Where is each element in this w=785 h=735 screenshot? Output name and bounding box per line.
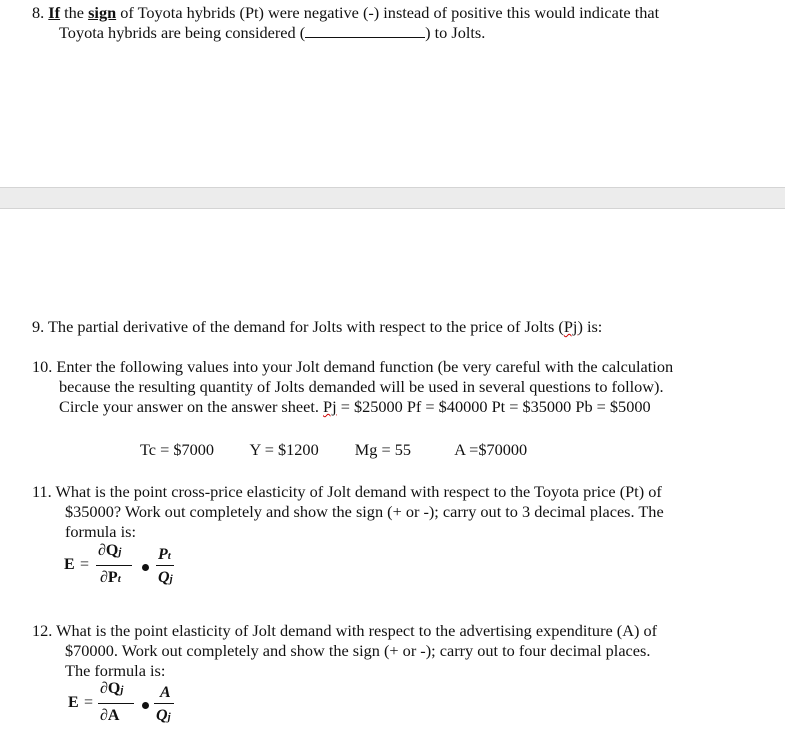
formula-denominator-q: Qj: [158, 569, 173, 586]
question-8-line-2: Toyota hybrids are being considered ( ) to Jolts.: [59, 23, 486, 42]
value-a: A =$70000: [454, 440, 528, 459]
fraction-bar: [154, 703, 174, 704]
answer-blank[interactable]: [305, 23, 425, 38]
question-8-if: If: [48, 3, 61, 22]
question-9-pj: Pj: [563, 317, 578, 336]
fraction-bar: [156, 565, 174, 566]
question-10-values: [140, 440, 559, 460]
formula-numerator-dq: ∂Qj: [98, 542, 122, 559]
formula-denominator-da: ∂A: [100, 707, 120, 724]
question-10: 10. Enter the following values into your Jolt demand function (be very careful with the calculation because the resulting quantity of Jolts demanded will be used in several questions to follow). Circle your answer on the answer sheet. Pj = $25000 Pf = $40000 Pt = $35000 Pb = $5000: [32, 357, 674, 416]
value-tc: Tc = $7000: [140, 440, 215, 459]
multiply-dot: [142, 702, 149, 709]
question-8-sign: sign: [88, 3, 117, 22]
question-11: 11. What is the point cross-price elasticity of Jolt demand with respect to the Toyota price (Pt) of $35000? Work out completely and show the sign (+ or -); carry out to 3 decimal places. The formula is:: [32, 482, 664, 541]
question-8-line-1: 8. If the sign of Toyota hybrids (Pt) were negative (-) instead of positive this would indicate that: [32, 3, 660, 22]
section-divider: [0, 187, 785, 209]
multiply-dot: [142, 564, 149, 571]
formula-numerator-dq: ∂Qj: [100, 680, 124, 697]
cross-price-elasticity-formula: E = ∂Qj ∂Pt Pt Qj: [64, 542, 173, 586]
advertising-elasticity-formula: E = ∂Qj ∂A A Qj: [68, 680, 198, 735]
formula-e: E: [68, 694, 79, 711]
fraction-bar: [96, 565, 132, 566]
question-8: [32, 3, 777, 43]
formula-e: E: [64, 556, 75, 573]
value-y: Y = $1200: [249, 440, 319, 459]
question-12: 12. What is the point elasticity of Jolt demand with respect to the advertising expenditure (A) of $70000. Work out completely and show the sign (+ or -); carry out to four decimal places. The formula is:: [32, 621, 658, 680]
formula-numerator-p: Pt: [158, 546, 171, 563]
fraction-bar: [98, 703, 134, 704]
question-9: 9. The partial derivative of the demand for Jolts with respect to the price of Jolts (Pj) is:: [32, 317, 603, 336]
question-10-pj: Pj: [323, 397, 337, 416]
formula-denominator-dp: ∂Pt: [100, 569, 121, 586]
value-mg: Mg = 55: [354, 440, 412, 459]
formula-denominator-q: Qj: [156, 707, 171, 724]
formula-numerator-a: A: [160, 684, 171, 701]
